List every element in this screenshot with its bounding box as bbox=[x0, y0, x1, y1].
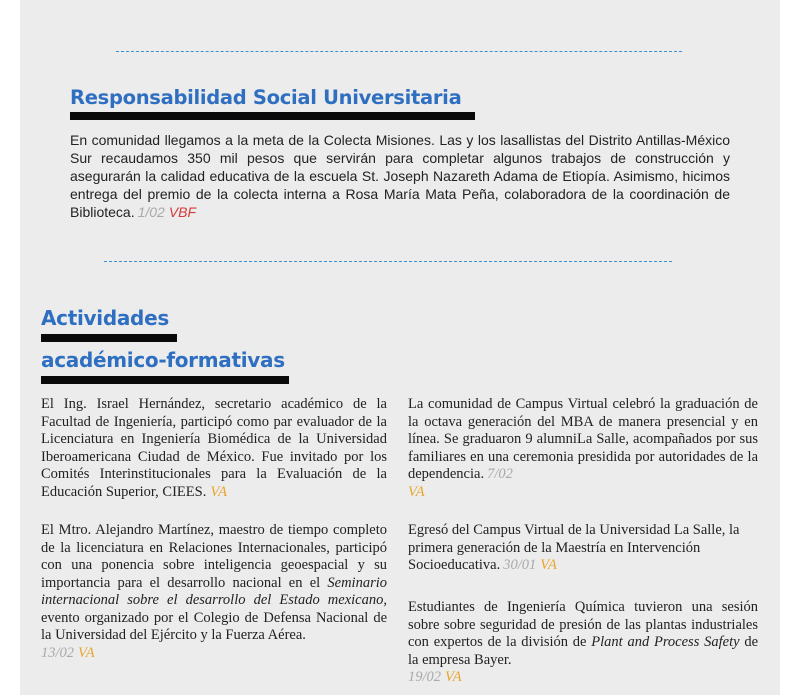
academic-item-left-1 bbox=[41, 396, 387, 501]
rsu-tag: VBF bbox=[168, 204, 197, 220]
academic-item-right-2 bbox=[408, 522, 760, 575]
rsu-body: En comunidad llegamos a la meta de la Colecta Misiones. Las y los lasallistas del Distrito Antillas-México Sur recaudamos 350 mil pesos que servirán para completar algunos trabajos de construcción y asegurarán la calidad educativa de la escuela St. Joseph Nazareth Adama de Etiopía. Asimismo, hicimos entrega del premio de la colecta interna a Rosa María Mata Peña, colaboradora de la coordinación de Biblioteca. bbox=[70, 132, 730, 220]
academic-heading-underline-1 bbox=[41, 334, 177, 342]
item-date: 19/02 bbox=[408, 669, 442, 685]
academic-heading-line1: Actividades bbox=[41, 306, 169, 330]
item-date: 13/02 bbox=[41, 644, 75, 661]
item-text: Egresó del Campus Virtual de la Universidad La Salle, la primera generación de la Maestría en Intervención Socioeducativa. bbox=[408, 522, 740, 573]
item-date: 30/01 bbox=[503, 557, 537, 573]
item-tag: VA bbox=[408, 483, 425, 500]
rsu-paragraph bbox=[70, 131, 730, 221]
item-text-before: El Mtro. Alejandro Martínez, maestro de tiempo completo de la licenciatura en Relaciones Internacionales, participó con una ponencia sobre inteligencia geoespacial y su importancia para el desarrollo nacional en el bbox=[41, 522, 387, 591]
item-tag: VA bbox=[540, 557, 557, 573]
item-text: El Ing. Israel Hernández, secretario académico de la Facultad de Ingeniería, participó como par evaluador de la Licenciatura en Ingeniería Biomédica de la Universidad Iberoamericana Ciudad de México. Fue invitado por los Comités Interinstitucionales para la Evaluación de la Educación Superior, CIEES. bbox=[41, 396, 387, 500]
item-text-before: Estudiantes de Ingeniería Química tuvieron una sesión sobre sobre seguridad de presión de las plantas industriales con expertos de la división de bbox=[408, 599, 758, 650]
item-tag: VA bbox=[445, 669, 462, 685]
item-text: La comunidad de Campus Virtual celebró la graduación de la octava generación del MBA de manera presencial y en línea. Se graduaron 9 alumniLa Salle, acompañados por sus familiares en una ceremonia presidida por autoridades de la dependencia. bbox=[408, 396, 758, 482]
rsu-date: 1/02 bbox=[137, 204, 165, 220]
academic-item-right-3 bbox=[408, 599, 758, 687]
seminar-title: Seminario internacional sobre el desarrollo del Estado mexicano bbox=[41, 574, 387, 608]
academic-heading-line2: académico-formativas bbox=[41, 348, 285, 372]
section-divider-top bbox=[116, 51, 682, 52]
section-divider-middle bbox=[104, 261, 672, 262]
rsu-heading-underline bbox=[70, 112, 475, 120]
academic-item-right-1 bbox=[408, 396, 758, 501]
rsu-heading: Responsabilidad Social Universitaria bbox=[70, 86, 462, 109]
item-text-after: de la empresa Bayer. bbox=[408, 634, 759, 668]
item-date: 7/02 bbox=[487, 466, 513, 482]
item-text-after: , evento organizado por el Colegio de Defensa Nacional de la Universidad del Ejército y la Fuerza Aérea. bbox=[41, 592, 387, 643]
academic-heading-underline-2 bbox=[41, 376, 289, 384]
division-name: Plant and Process Safety bbox=[591, 634, 740, 650]
academic-item-left-2 bbox=[41, 522, 387, 662]
item-tag: VA bbox=[78, 644, 95, 661]
item-tag: VA bbox=[210, 483, 227, 500]
